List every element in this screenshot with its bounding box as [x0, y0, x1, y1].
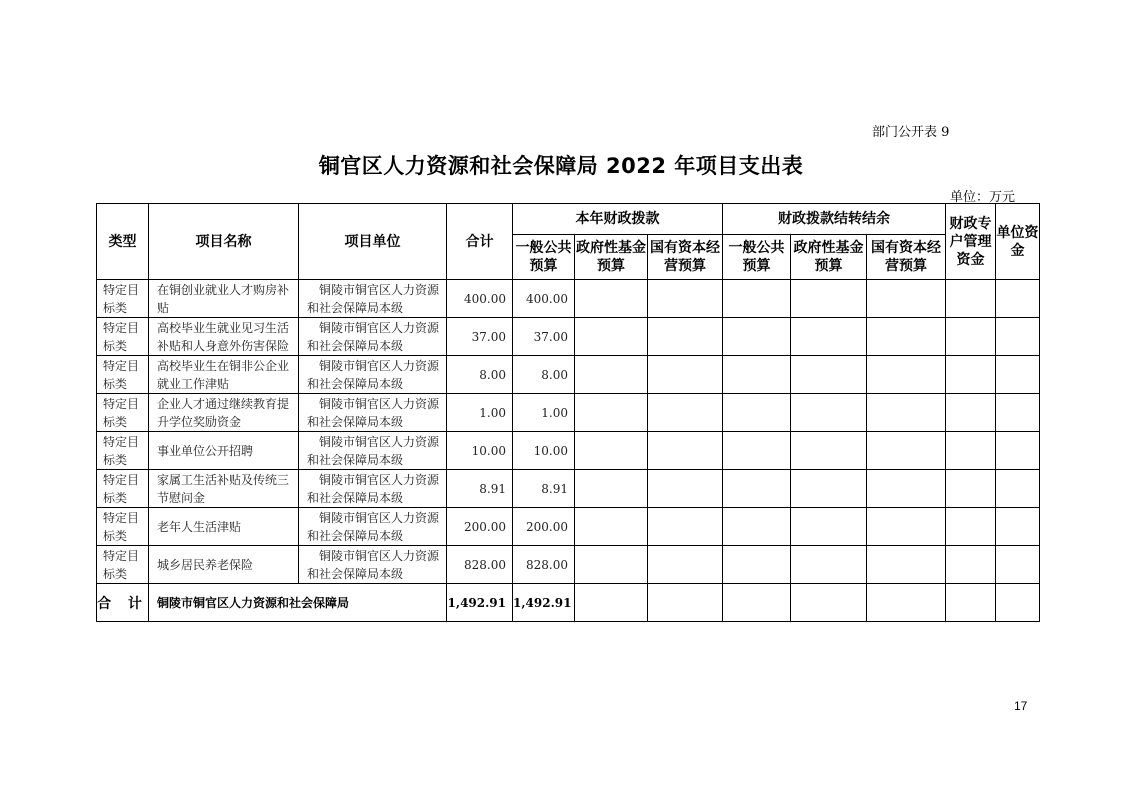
- row-general-budget: 10.00: [513, 432, 575, 470]
- cell: [791, 470, 867, 508]
- unit-label: 单位：万元: [950, 190, 1016, 205]
- col-header-type: 类型: [97, 204, 149, 280]
- row-total: 1.00: [447, 394, 513, 432]
- table-row: [97, 546, 1040, 584]
- row-type: 特定目标类: [97, 546, 149, 584]
- col-header-project-unit: 项目单位: [299, 204, 447, 280]
- row-general-budget: 200.00: [513, 508, 575, 546]
- cell: [996, 280, 1040, 318]
- cell: [575, 470, 648, 508]
- table-row: [97, 318, 1040, 356]
- row-total: 10.00: [447, 432, 513, 470]
- cell: [996, 432, 1040, 470]
- row-general-budget: 8.00: [513, 356, 575, 394]
- row-project-name: 在铜创业就业人才购房补贴: [149, 280, 299, 318]
- row-project-unit-line1: 铜陵市铜官区人力资源: [319, 396, 440, 411]
- col-header-current-year-appropriation: 本年财政拨款: [513, 204, 723, 235]
- cell: [946, 356, 996, 394]
- table-row: [97, 356, 1040, 394]
- row-project-unit-line1: 铜陵市铜官区人力资源: [319, 434, 440, 449]
- cell: [575, 394, 648, 432]
- row-project-unit-line2: 和社会保障局本级: [307, 300, 404, 315]
- cell: [723, 394, 791, 432]
- cell: [723, 318, 791, 356]
- row-type: 特定目标类: [97, 356, 149, 394]
- cell: [867, 280, 946, 318]
- cell: [575, 280, 648, 318]
- cell: [575, 432, 648, 470]
- cell: [791, 584, 867, 622]
- row-project-unit-line1: 铜陵市铜官区人力资源: [319, 472, 440, 487]
- row-total: 400.00: [447, 280, 513, 318]
- row-project-unit-line2: 和社会保障局本级: [307, 490, 404, 505]
- cell: [867, 508, 946, 546]
- row-project-unit-line2: 和社会保障局本级: [307, 414, 404, 429]
- row-total: 200.00: [447, 508, 513, 546]
- row-project-unit-line2: 和社会保障局本级: [307, 566, 404, 581]
- cell: [996, 584, 1040, 622]
- row-project-name: 高校毕业生就业见习生活补贴和人身意外伤害保险: [149, 318, 299, 356]
- cell: [867, 584, 946, 622]
- total-label: 合 计: [97, 584, 149, 622]
- cell: [648, 356, 723, 394]
- cell: [648, 470, 723, 508]
- cell: [996, 394, 1040, 432]
- cell: [575, 584, 648, 622]
- row-general-budget: 8.91: [513, 470, 575, 508]
- cell: [996, 318, 1040, 356]
- row-project-unit-line2: 和社会保障局本级: [307, 528, 404, 543]
- table-row: [97, 508, 1040, 546]
- total-general-budget: 1,492.91: [513, 584, 575, 622]
- row-project-unit: [299, 546, 447, 584]
- cell: [648, 546, 723, 584]
- cell: [648, 584, 723, 622]
- cell: [791, 356, 867, 394]
- row-project-unit: [299, 356, 447, 394]
- row-project-unit: [299, 508, 447, 546]
- cell: [791, 432, 867, 470]
- cell: [946, 394, 996, 432]
- row-total: 37.00: [447, 318, 513, 356]
- page-title: 铜官区人力资源和社会保障局 2022 年项目支出表: [318, 154, 804, 178]
- cell: [946, 318, 996, 356]
- row-type: 特定目标类: [97, 394, 149, 432]
- cell: [723, 280, 791, 318]
- cell: [723, 508, 791, 546]
- cell: [723, 584, 791, 622]
- cell: [575, 508, 648, 546]
- cell: [996, 546, 1040, 584]
- cell: [867, 318, 946, 356]
- cell: [867, 394, 946, 432]
- row-project-unit-line1: 铜陵市铜官区人力资源: [319, 548, 440, 563]
- row-total: 828.00: [447, 546, 513, 584]
- row-project-unit: [299, 470, 447, 508]
- page-number: 17: [1014, 699, 1028, 713]
- cell: [648, 318, 723, 356]
- cell: [946, 432, 996, 470]
- row-project-name: 家属工生活补贴及传统三节慰问金: [149, 470, 299, 508]
- total-amount: 1,492.91: [447, 584, 513, 622]
- row-project-name: 企业人才通过继续教育提升学位奖励资金: [149, 394, 299, 432]
- row-project-unit-line2: 和社会保障局本级: [307, 452, 404, 467]
- row-project-unit: [299, 280, 447, 318]
- row-project-unit-line1: 铜陵市铜官区人力资源: [319, 358, 440, 373]
- row-project-unit: [299, 394, 447, 432]
- table-row: [97, 470, 1040, 508]
- cell: [575, 318, 648, 356]
- col-header-carryover-general-budget: 一般公共预算: [723, 235, 791, 280]
- row-project-unit: [299, 432, 447, 470]
- cell: [946, 470, 996, 508]
- cell: [946, 508, 996, 546]
- row-total: 8.91: [447, 470, 513, 508]
- row-project-unit-line1: 铜陵市铜官区人力资源: [319, 320, 440, 335]
- cell: [946, 280, 996, 318]
- cell: [648, 432, 723, 470]
- row-type: 特定目标类: [97, 432, 149, 470]
- cell: [946, 546, 996, 584]
- cell: [996, 470, 1040, 508]
- row-project-unit-line2: 和社会保障局本级: [307, 376, 404, 391]
- row-project-name: 城乡居民养老保险: [149, 546, 299, 584]
- cell: [791, 394, 867, 432]
- cell: [723, 356, 791, 394]
- row-type: 特定目标类: [97, 470, 149, 508]
- row-project-name: 高校毕业生在铜非公企业就业工作津贴: [149, 356, 299, 394]
- col-header-unit-funds: 单位资金: [996, 204, 1040, 280]
- col-header-carryover-balance: 财政拨款结转结余: [723, 204, 946, 235]
- cell: [723, 470, 791, 508]
- table-row: [97, 394, 1040, 432]
- cell: [791, 318, 867, 356]
- cell: [996, 356, 1040, 394]
- row-type: 特定目标类: [97, 318, 149, 356]
- cell: [648, 280, 723, 318]
- cell: [791, 546, 867, 584]
- row-general-budget: 400.00: [513, 280, 575, 318]
- cell: [648, 508, 723, 546]
- row-total: 8.00: [447, 356, 513, 394]
- cell: [648, 394, 723, 432]
- row-project-unit-line2: 和社会保障局本级: [307, 338, 404, 353]
- col-header-carryover-state-capital-budget: 国有资本经营预算: [867, 235, 946, 280]
- cell: [575, 356, 648, 394]
- total-unit: 铜陵市铜官区人力资源和社会保障局: [149, 584, 447, 622]
- project-expenditure-table: [96, 203, 1040, 622]
- cell: [723, 546, 791, 584]
- table-row: [97, 432, 1040, 470]
- row-general-budget: 828.00: [513, 546, 575, 584]
- col-header-carryover-gov-fund-budget: 政府性基金预算: [791, 235, 867, 280]
- cell: [723, 432, 791, 470]
- cell: [867, 356, 946, 394]
- row-project-unit: [299, 318, 447, 356]
- row-general-budget: 1.00: [513, 394, 575, 432]
- cell: [946, 584, 996, 622]
- col-header-general-budget: 一般公共预算: [513, 235, 575, 280]
- row-project-unit-line1: 铜陵市铜官区人力资源: [319, 282, 440, 297]
- col-header-project-name: 项目名称: [149, 204, 299, 280]
- row-type: 特定目标类: [97, 280, 149, 318]
- total-row: [97, 584, 1040, 622]
- cell: [791, 280, 867, 318]
- cell: [996, 508, 1040, 546]
- row-project-unit-line1: 铜陵市铜官区人力资源: [319, 510, 440, 525]
- col-header-gov-fund-budget: 政府性基金预算: [575, 235, 648, 280]
- row-general-budget: 37.00: [513, 318, 575, 356]
- cell: [867, 546, 946, 584]
- cell: [575, 546, 648, 584]
- col-header-state-capital-budget: 国有资本经营预算: [648, 235, 723, 280]
- form-number: 部门公开表 9: [872, 125, 950, 140]
- cell: [867, 432, 946, 470]
- row-project-name: 事业单位公开招聘: [149, 432, 299, 470]
- row-type: 特定目标类: [97, 508, 149, 546]
- col-header-total: 合计: [447, 204, 513, 280]
- cell: [791, 508, 867, 546]
- cell: [867, 470, 946, 508]
- row-project-name: 老年人生活津贴: [149, 508, 299, 546]
- col-header-special-account-funds: 财政专户管理资金: [946, 204, 996, 280]
- table-row: [97, 280, 1040, 318]
